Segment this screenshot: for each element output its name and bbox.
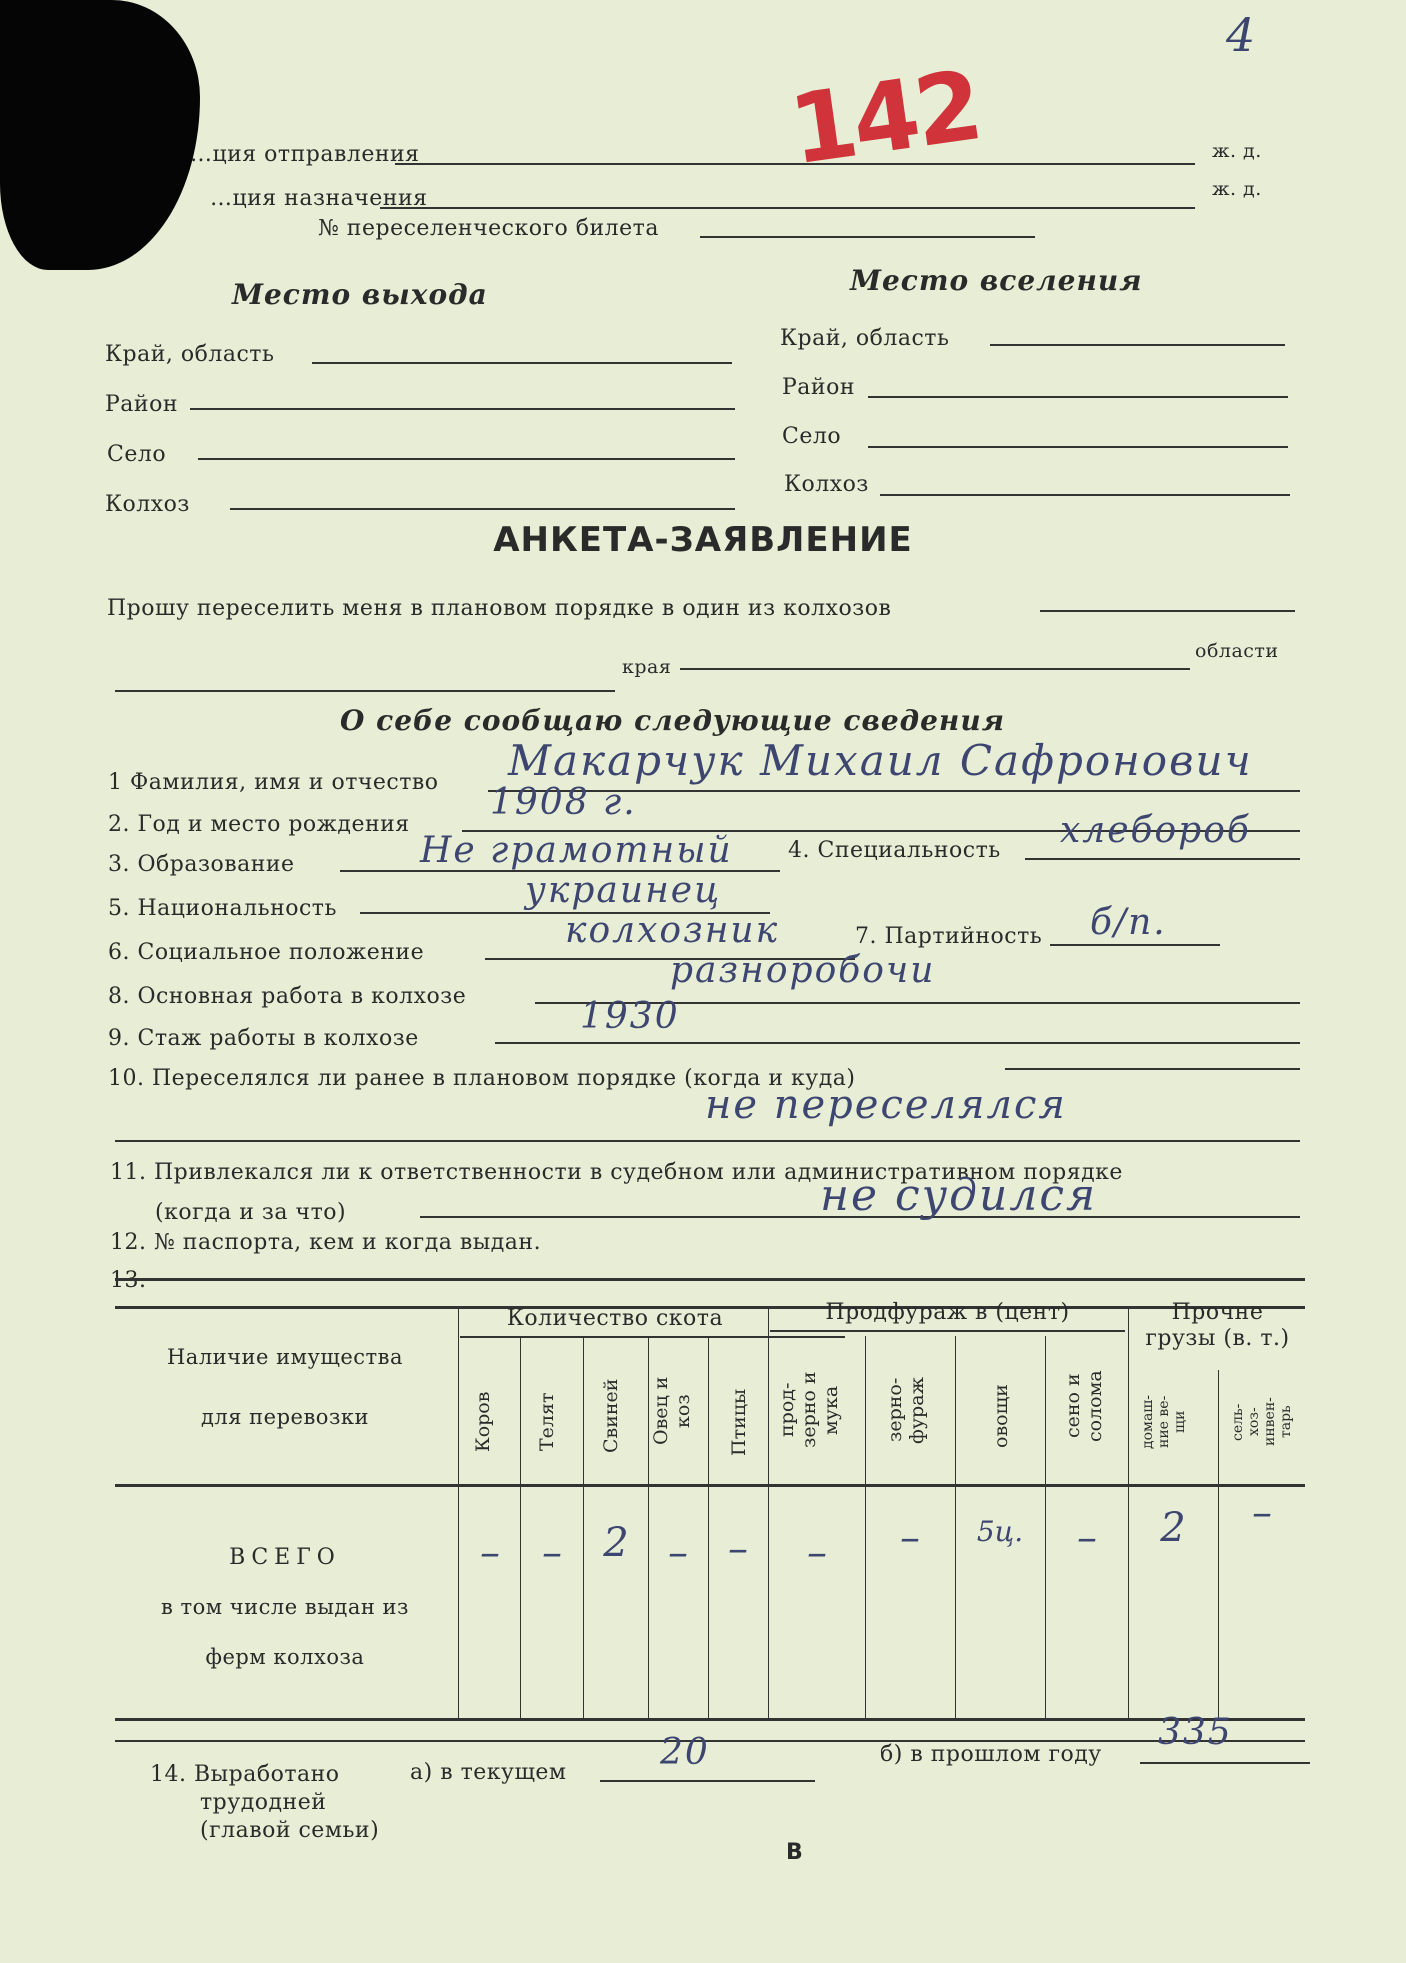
exit-kolkhoz-line: [230, 508, 735, 510]
col-vegetables: овощи: [990, 1384, 1012, 1448]
col-divider: [648, 1336, 649, 1718]
settle-region-line: [990, 344, 1285, 346]
f10-label: 10. Переселялся ли ранее в плановом порядке (когда и куда): [108, 1066, 856, 1091]
f1-label: 1 Фамилия, имя и отчество: [108, 770, 439, 795]
f12-label: 12. № паспорта, кем и когда выдан.: [110, 1230, 542, 1255]
footer-letter: В: [786, 1840, 804, 1865]
exit-kolkhoz-label: Колхоз: [105, 492, 190, 517]
settle-village-line: [868, 446, 1288, 448]
oblast-label: области: [1195, 640, 1279, 662]
f11-label-2: (когда и за что): [155, 1200, 347, 1225]
feed-group-rule: [770, 1330, 1125, 1332]
livestock-group-rule: [460, 1336, 845, 1338]
f4-value: хлебороб: [1060, 810, 1251, 851]
group-livestock: Количество скота: [506, 1306, 724, 1331]
col-divider: [955, 1336, 956, 1718]
f1-value: Макарчук Михаил Сафронович: [508, 736, 1253, 785]
oblast-line: [680, 668, 1190, 670]
f8-value: разноробочи: [670, 950, 936, 991]
workdays-last-label: б) в прошлом году: [880, 1742, 1102, 1767]
rail-suffix-1: ж. д.: [1212, 140, 1262, 162]
f6-label: 6. Социальное положение: [108, 940, 425, 965]
f7-label: 7. Партийность: [855, 924, 1043, 949]
group-other-line2: грузы (в. т.): [1145, 1326, 1290, 1351]
exit-district-label: Район: [105, 392, 178, 417]
settle-region-label: Край, область: [780, 326, 950, 351]
row-header-line1: Наличие имущества: [166, 1345, 403, 1369]
exit-heading: Место выхода: [232, 278, 488, 311]
col-divider: [583, 1336, 584, 1718]
col-divider: [1045, 1336, 1046, 1718]
col-divider: [865, 1336, 866, 1718]
table-bottom-rule: [115, 1718, 1305, 1721]
f5-label: 5. Национальность: [108, 896, 337, 921]
table-top-rule: [115, 1278, 1305, 1281]
ticket-line: [700, 236, 1035, 238]
col-divider: [458, 1306, 459, 1718]
group-other-line1: Прочне: [1171, 1300, 1264, 1325]
station-destination-line: [380, 207, 1195, 209]
f13-label: 13.: [110, 1268, 147, 1293]
value-inventory: –: [1252, 1490, 1272, 1536]
exit-village-label: Село: [107, 442, 167, 467]
station-destination-label: …ция назначения: [210, 186, 428, 211]
group-feed: Продфураж в (цент): [825, 1300, 1070, 1325]
col-divider: [768, 1306, 769, 1718]
settle-kolkhoz-line: [880, 494, 1290, 496]
f3-label: 3. Образование: [108, 852, 295, 877]
workdays-label-line3: (главой семьи): [200, 1818, 380, 1843]
col-calves: Телят: [536, 1392, 558, 1452]
krai-label: края: [622, 656, 672, 678]
value-hay: –: [1077, 1515, 1097, 1561]
exit-region-label: Край, область: [105, 342, 275, 367]
total-line3: ферм колхоза: [205, 1645, 365, 1669]
f4-label: 4. Специальность: [788, 838, 1001, 863]
station-departure-label: …ция отправления: [190, 142, 420, 167]
total-line1: ВСЕГО: [229, 1545, 341, 1570]
workdays-label-line2: трудодней: [200, 1790, 327, 1815]
col-sheep: Овец и коз: [650, 1376, 694, 1446]
f8-label: 8. Основная работа в колхозе: [108, 984, 467, 1009]
ticket-label: № переселенческого билета: [318, 216, 659, 241]
request-line: [1040, 610, 1295, 612]
ink-blot: [0, 0, 200, 270]
f10-line-2: [115, 1140, 1300, 1142]
col-grain-flour: прод- зерно и мука: [776, 1371, 842, 1449]
settle-district-label: Район: [782, 375, 855, 400]
f5-value: украинец: [525, 870, 722, 911]
f10-line: [1005, 1068, 1300, 1070]
form-title: АНКЕТА-ЗАЯВЛЕНИЕ: [493, 520, 913, 560]
f4-line: [1025, 858, 1300, 860]
exit-village-line: [198, 458, 735, 460]
f9-line: [495, 1042, 1300, 1044]
red-stamp-number: 142: [783, 49, 986, 187]
table-bottom-rule-2: [115, 1740, 1305, 1742]
f2-value: 1908 г.: [490, 782, 637, 823]
workdays-current-label: а) в текущем: [410, 1760, 567, 1785]
f6-value: колхозник: [565, 910, 780, 951]
value-calves: –: [542, 1530, 562, 1576]
col-divider: [520, 1336, 521, 1718]
col-divider: [1128, 1306, 1129, 1718]
value-fodder: –: [900, 1515, 920, 1561]
f11-value: не судился: [820, 1170, 1098, 1221]
f9-label: 9. Стаж работы в колхозе: [108, 1026, 419, 1051]
request-text: Прошу переселить меня в плановом порядке в один из колхозов: [107, 596, 892, 621]
settle-kolkhoz-label: Колхоз: [784, 472, 869, 497]
settle-heading: Место вселения: [850, 264, 1143, 297]
workdays-label-line1: 14. Выработано: [150, 1762, 340, 1787]
value-grain-flour: –: [807, 1530, 827, 1576]
station-departure-line: [395, 163, 1195, 165]
rail-suffix-2: ж. д.: [1212, 178, 1262, 200]
settle-village-label: Село: [782, 424, 842, 449]
workdays-last-value: 335: [1158, 1712, 1233, 1753]
col-pigs: Свиней: [600, 1378, 622, 1454]
value-vegetables: 5ц.: [976, 1515, 1024, 1548]
col-cows: Коров: [472, 1391, 494, 1453]
f9-value: 1930: [580, 996, 680, 1037]
f3-value: Не грамотный: [420, 830, 733, 871]
f10-value: не переселялся: [705, 1082, 1067, 1128]
value-pigs: 2: [603, 1520, 629, 1566]
exit-district-line: [190, 408, 735, 410]
f2-label: 2. Год и место рождения: [108, 812, 410, 837]
exit-region-line: [312, 362, 732, 364]
col-divider: [708, 1336, 709, 1718]
f11-label: 11. Привлекался ли к ответственности в судебном или административном порядке: [110, 1160, 1123, 1185]
value-household: 2: [1160, 1505, 1186, 1551]
table-header-rule: [115, 1484, 1305, 1487]
col-inventory: сель- хоз- инвен- тарь: [1230, 1397, 1294, 1447]
krai-line: [115, 690, 615, 692]
workdays-last-line: [1140, 1762, 1310, 1764]
row-header-line2: для перевозки: [200, 1405, 370, 1429]
col-household: домаш- ние ве- щи: [1140, 1394, 1188, 1450]
settle-district-line: [868, 396, 1288, 398]
total-line2: в том числе выдан из: [161, 1595, 409, 1619]
col-birds: Птицы: [728, 1388, 750, 1456]
workdays-current-value: 20: [660, 1732, 710, 1773]
value-cows: –: [480, 1530, 500, 1576]
col-divider: [1218, 1370, 1219, 1718]
col-hay: сено и солома: [1062, 1370, 1106, 1442]
col-fodder: зерно- фураж: [884, 1376, 928, 1444]
value-birds: –: [728, 1526, 748, 1572]
value-sheep: –: [668, 1530, 688, 1576]
about-heading: О себе сообщаю следующие сведения: [340, 704, 1005, 737]
workdays-current-line: [600, 1780, 815, 1782]
page-number: 4: [1226, 8, 1258, 62]
f7-value: б/п.: [1090, 902, 1167, 943]
f7-line: [1050, 944, 1220, 946]
